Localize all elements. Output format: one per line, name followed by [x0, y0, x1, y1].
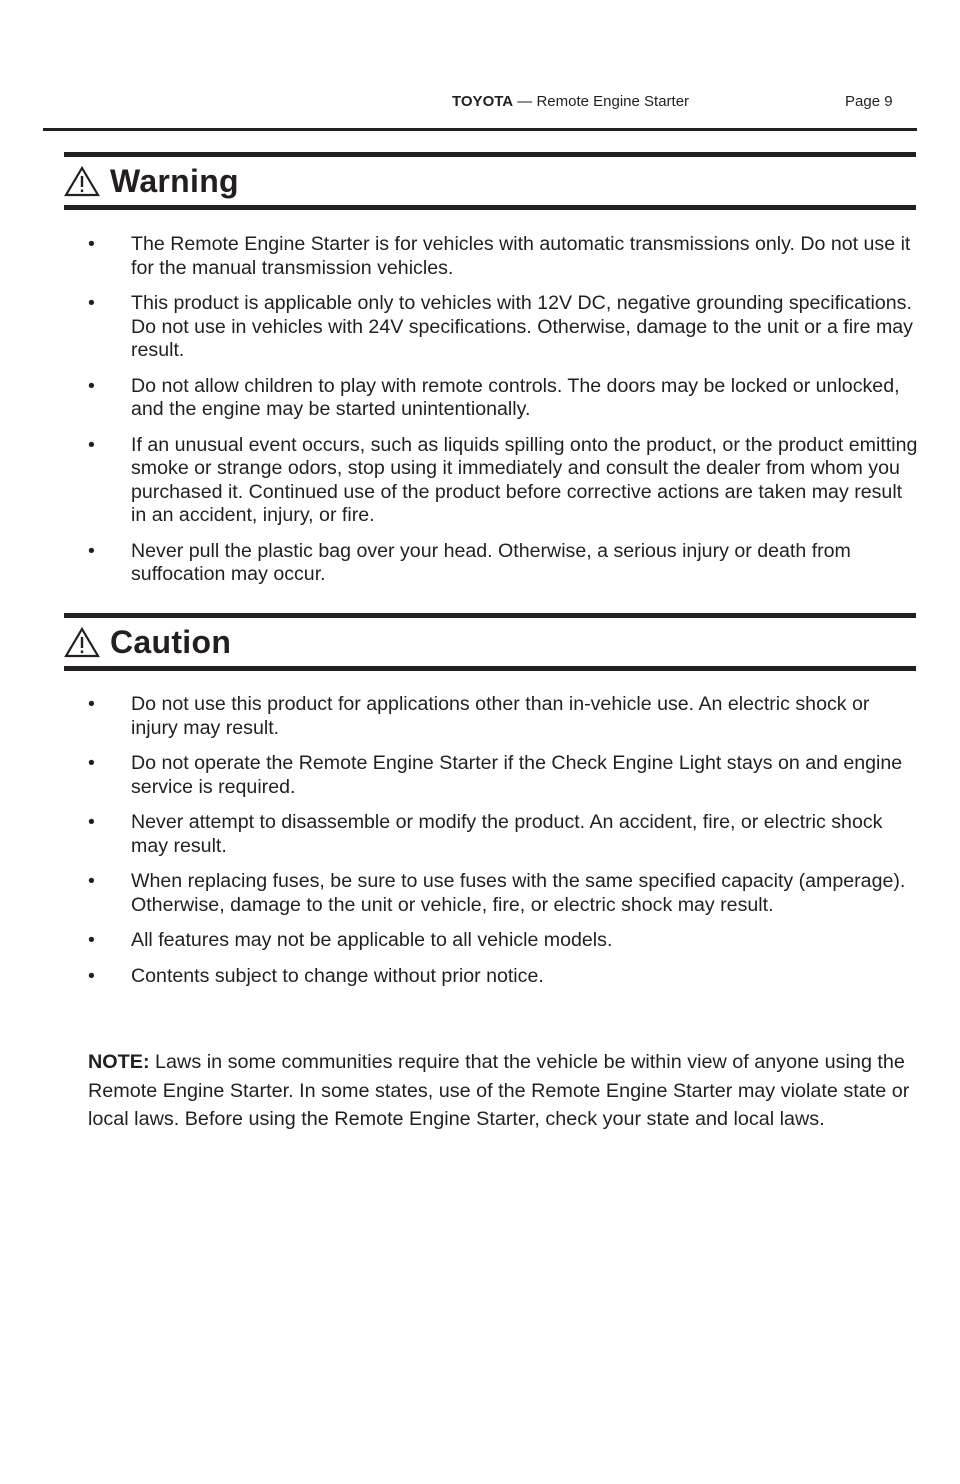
list-item-text: Do not allow children to play with remote controls. The doors may be locked or unlocked, and the engine may be started unintentionally.: [131, 374, 900, 420]
caution-heading-block: [64, 613, 916, 671]
bullet: •: [88, 693, 95, 715]
warning-list: [88, 233, 918, 599]
list-item: [88, 233, 918, 280]
list-item-text: Do not use this product for applications other than in-vehicle use. An electric shock or injury may result.: [131, 693, 870, 739]
caution-heading: [64, 618, 916, 666]
list-item-text: Never attempt to disassemble or modify the product. An accident, fire, or electric shock may result.: [131, 811, 883, 857]
list-item: [88, 965, 918, 989]
note-label: NOTE:: [88, 1050, 150, 1073]
list-item-text: Do not operate the Remote Engine Starter if the Check Engine Light stays on and engine service is required.: [131, 752, 903, 798]
bullet: •: [88, 233, 95, 255]
warning-heading: [64, 157, 916, 205]
warning-heading-block: [64, 152, 916, 210]
list-item: [88, 870, 918, 917]
list-item: [88, 811, 918, 858]
bullet: •: [88, 374, 95, 397]
bullet: •: [88, 433, 95, 456]
list-item-text: If an unusual event occurs, such as liquids spilling onto the product, or the product emitting smoke or strange odors, stop using it immediately and consult the dealer from whom you purchased it. Continued use of the product before corrective actions are taken may result in an accident, injury, or fire.: [131, 433, 918, 526]
list-item: [88, 292, 918, 363]
bullet: •: [88, 870, 95, 892]
warning-title: Warning: [110, 162, 239, 199]
bullet: •: [88, 752, 95, 774]
list-item: [88, 540, 918, 587]
note-paragraph: [88, 1048, 918, 1134]
list-item-text: This product is applicable only to vehicles with 12V DC, negative grounding specifications. Do not use in vehicles with 24V specifications. Otherwise, damage to the unit or a fire may result.: [131, 292, 913, 361]
caution-list: [88, 693, 918, 1000]
header-divider: [43, 128, 917, 131]
list-item: [88, 434, 918, 528]
list-item: [88, 929, 918, 953]
caution-bottom-rule: [64, 666, 916, 671]
list-item-text: Contents subject to change without prior notice.: [131, 964, 544, 987]
bullet: •: [88, 292, 95, 314]
note-text: Laws in some communities require that the vehicle be within view of anyone using the Remote Engine Starter. In some states, use of the Remote Engine Starter may violate state or local laws. Before using the Remote Engine Starter, check your state and local laws.: [88, 1050, 910, 1131]
title-suffix: — Remote Engine Starter: [513, 93, 690, 110]
brand-name: TOYOTA: [452, 93, 514, 110]
document-title: [452, 92, 689, 112]
page-header: [0, 92, 960, 114]
warning-bottom-rule: [64, 205, 916, 210]
bullet: •: [88, 929, 95, 951]
bullet: •: [88, 539, 95, 562]
warning-triangle-icon: [64, 165, 100, 197]
list-item-text: Never pull the plastic bag over your head. Otherwise, a serious injury or death from suffocation may occur.: [131, 539, 851, 585]
list-item: [88, 752, 918, 799]
bullet: •: [88, 811, 95, 833]
list-item-text: When replacing fuses, be sure to use fuses with the same specified capacity (amperage). Otherwise, damage to the unit or vehicle, fire, or electric shock may result.: [131, 870, 906, 916]
bullet: •: [88, 964, 95, 987]
list-item: [88, 375, 918, 422]
warning-triangle-icon: [64, 626, 100, 658]
list-item: [88, 693, 918, 740]
list-item-text: The Remote Engine Starter is for vehicles with automatic transmissions only. Do not use it for the manual transmission vehicles.: [131, 233, 911, 279]
page-number: Page 9: [845, 93, 893, 110]
list-item-text: All features may not be applicable to all vehicle models.: [131, 929, 613, 951]
caution-title: Caution: [110, 623, 232, 660]
